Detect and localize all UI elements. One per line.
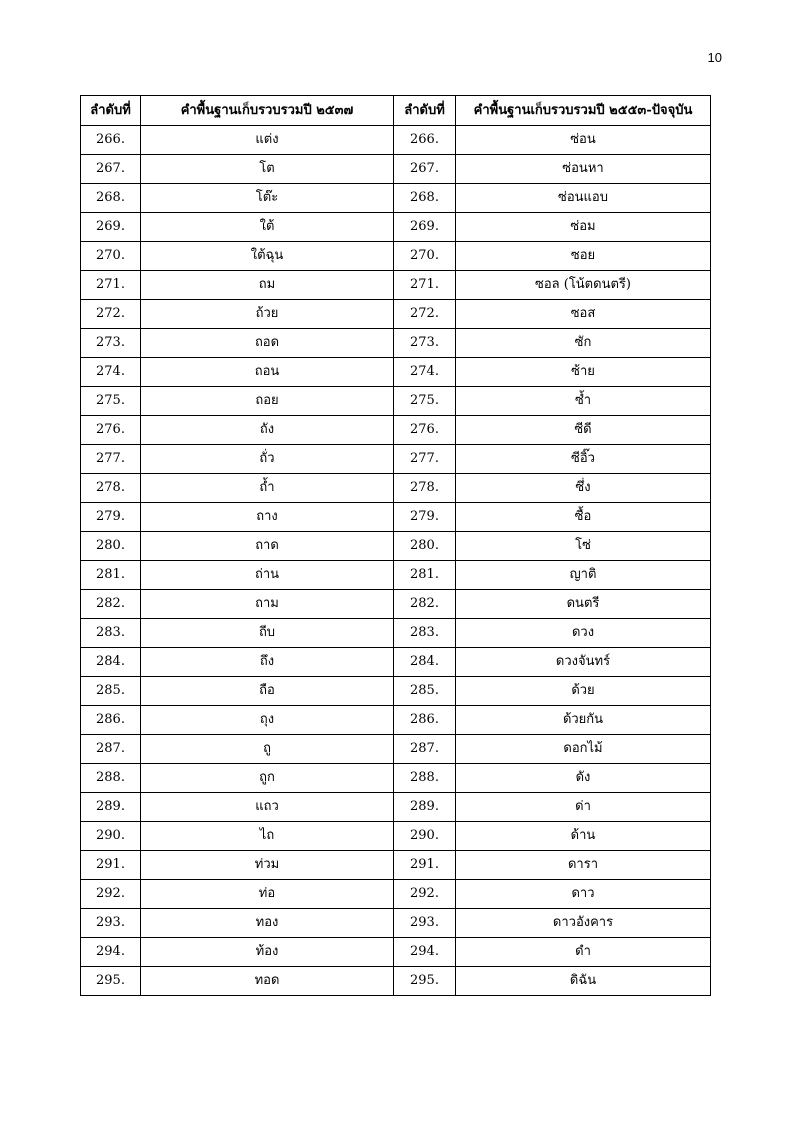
order-1-cell: 273. — [81, 329, 141, 358]
table-row — [81, 155, 711, 184]
table-row — [81, 445, 711, 474]
word-2537-cell: ถ่าน — [141, 561, 394, 590]
order-1-cell: 282. — [81, 590, 141, 619]
order-1-cell: 289. — [81, 793, 141, 822]
table-row — [81, 126, 711, 155]
table-row — [81, 735, 711, 764]
order-2-cell: 289. — [394, 793, 456, 822]
table-row — [81, 909, 711, 938]
order-1-cell: 281. — [81, 561, 141, 590]
order-1-cell: 274. — [81, 358, 141, 387]
order-1-cell: 275. — [81, 387, 141, 416]
word-2537-cell: ถม — [141, 271, 394, 300]
word-2537-cell: ถุง — [141, 706, 394, 735]
word-2553-cell: ดวง — [456, 619, 711, 648]
table-row — [81, 213, 711, 242]
header-order-2: ลำดับที่ — [394, 96, 456, 126]
order-2-cell: 292. — [394, 880, 456, 909]
order-1-cell: 286. — [81, 706, 141, 735]
order-2-cell: 293. — [394, 909, 456, 938]
word-2537-cell: ถึง — [141, 648, 394, 677]
table-row — [81, 967, 711, 996]
table-row — [81, 503, 711, 532]
order-2-cell: 291. — [394, 851, 456, 880]
word-2553-cell: ซ้ำ — [456, 387, 711, 416]
table-row — [81, 938, 711, 967]
word-2537-cell: ถือ — [141, 677, 394, 706]
order-2-cell: 277. — [394, 445, 456, 474]
header-words-2553: คำพื้นฐานเก็บรวบรวมปี ๒๕๕๓-ปัจจุบัน — [456, 96, 711, 126]
header-order-1: ลำดับที่ — [81, 96, 141, 126]
order-1-cell: 271. — [81, 271, 141, 300]
word-2537-cell: ถ้วย — [141, 300, 394, 329]
word-2537-cell: ท่อ — [141, 880, 394, 909]
table-row — [81, 474, 711, 503]
header-row — [81, 96, 711, 126]
word-2553-cell: ดาว — [456, 880, 711, 909]
order-2-cell: 281. — [394, 561, 456, 590]
word-2553-cell: ซัก — [456, 329, 711, 358]
table-row — [81, 880, 711, 909]
word-2537-cell: ถู — [141, 735, 394, 764]
word-2537-cell: ท้อง — [141, 938, 394, 967]
table-row — [81, 648, 711, 677]
order-2-cell: 285. — [394, 677, 456, 706]
order-1-cell: 279. — [81, 503, 141, 532]
word-2537-cell: ถาด — [141, 532, 394, 561]
table-row — [81, 184, 711, 213]
word-2553-cell: ดิฉัน — [456, 967, 711, 996]
order-1-cell: 285. — [81, 677, 141, 706]
table-row — [81, 764, 711, 793]
table-row — [81, 851, 711, 880]
word-2553-cell: ซอย — [456, 242, 711, 271]
table-row — [81, 532, 711, 561]
table-row — [81, 822, 711, 851]
word-2537-cell: ไถ — [141, 822, 394, 851]
order-2-cell: 282. — [394, 590, 456, 619]
word-2537-cell: ท่วม — [141, 851, 394, 880]
word-2537-cell: ถั่ว — [141, 445, 394, 474]
word-2537-cell: ถอน — [141, 358, 394, 387]
word-2553-cell: ดาวอังคาร — [456, 909, 711, 938]
order-2-cell: 279. — [394, 503, 456, 532]
word-2553-cell: ดอกไม้ — [456, 735, 711, 764]
order-2-cell: 269. — [394, 213, 456, 242]
word-2553-cell: ซอส — [456, 300, 711, 329]
word-2553-cell: ญาติ — [456, 561, 711, 590]
word-2553-cell: ซื้อ — [456, 503, 711, 532]
word-2537-cell: ใต้ — [141, 213, 394, 242]
word-2537-cell: ถอด — [141, 329, 394, 358]
word-2553-cell: ดำ — [456, 938, 711, 967]
order-2-cell: 280. — [394, 532, 456, 561]
order-1-cell: 267. — [81, 155, 141, 184]
order-2-cell: 287. — [394, 735, 456, 764]
word-table — [80, 95, 711, 996]
order-2-cell: 284. — [394, 648, 456, 677]
order-1-cell: 291. — [81, 851, 141, 880]
order-1-cell: 288. — [81, 764, 141, 793]
word-2553-cell: โซ่ — [456, 532, 711, 561]
order-1-cell: 290. — [81, 822, 141, 851]
order-2-cell: 288. — [394, 764, 456, 793]
order-1-cell: 270. — [81, 242, 141, 271]
table-row — [81, 677, 711, 706]
table-row — [81, 561, 711, 590]
word-2537-cell: แถว — [141, 793, 394, 822]
word-2553-cell: ซ้าย — [456, 358, 711, 387]
order-1-cell: 266. — [81, 126, 141, 155]
page-number: 10 — [707, 50, 722, 65]
table-header — [81, 96, 711, 126]
order-2-cell: 278. — [394, 474, 456, 503]
order-1-cell: 280. — [81, 532, 141, 561]
word-2553-cell: ด้วย — [456, 677, 711, 706]
table-row — [81, 300, 711, 329]
word-2553-cell: ซีดี — [456, 416, 711, 445]
word-2537-cell: ถาม — [141, 590, 394, 619]
order-2-cell: 276. — [394, 416, 456, 445]
table-body — [81, 126, 711, 996]
order-2-cell: 272. — [394, 300, 456, 329]
order-2-cell: 273. — [394, 329, 456, 358]
table-row — [81, 416, 711, 445]
order-1-cell: 278. — [81, 474, 141, 503]
word-2553-cell: ดวงจันทร์ — [456, 648, 711, 677]
order-1-cell: 272. — [81, 300, 141, 329]
word-2553-cell: ดารา — [456, 851, 711, 880]
order-1-cell: 294. — [81, 938, 141, 967]
word-2537-cell: ถูก — [141, 764, 394, 793]
order-2-cell: 270. — [394, 242, 456, 271]
order-2-cell: 266. — [394, 126, 456, 155]
word-2553-cell: ซอล (โน้ตดนตรี) — [456, 271, 711, 300]
order-2-cell: 295. — [394, 967, 456, 996]
word-2553-cell: ด้าน — [456, 822, 711, 851]
word-2537-cell: ถัง — [141, 416, 394, 445]
order-2-cell: 294. — [394, 938, 456, 967]
table-row — [81, 358, 711, 387]
order-2-cell: 268. — [394, 184, 456, 213]
word-2537-cell: ถีบ — [141, 619, 394, 648]
order-1-cell: 283. — [81, 619, 141, 648]
table-row — [81, 793, 711, 822]
word-2537-cell: ถ้ำ — [141, 474, 394, 503]
order-2-cell: 274. — [394, 358, 456, 387]
order-1-cell: 277. — [81, 445, 141, 474]
word-2553-cell: ดนตรี — [456, 590, 711, 619]
order-1-cell: 295. — [81, 967, 141, 996]
table-row — [81, 329, 711, 358]
order-2-cell: 290. — [394, 822, 456, 851]
order-2-cell: 283. — [394, 619, 456, 648]
word-2553-cell: ซ่อนแอบ — [456, 184, 711, 213]
table-row — [81, 706, 711, 735]
word-2553-cell: ดัง — [456, 764, 711, 793]
word-2537-cell: แต่ง — [141, 126, 394, 155]
word-2553-cell: ซ่อม — [456, 213, 711, 242]
word-2553-cell: ด้วยกัน — [456, 706, 711, 735]
order-1-cell: 269. — [81, 213, 141, 242]
table-row — [81, 619, 711, 648]
order-1-cell: 293. — [81, 909, 141, 938]
order-2-cell: 286. — [394, 706, 456, 735]
word-2553-cell: ซีอิ๊ว — [456, 445, 711, 474]
word-2537-cell: ทอง — [141, 909, 394, 938]
order-1-cell: 284. — [81, 648, 141, 677]
word-2553-cell: ซ่อน — [456, 126, 711, 155]
order-1-cell: 292. — [81, 880, 141, 909]
word-2553-cell: ซึ่ง — [456, 474, 711, 503]
word-2537-cell: ทอด — [141, 967, 394, 996]
order-1-cell: 287. — [81, 735, 141, 764]
order-2-cell: 275. — [394, 387, 456, 416]
order-1-cell: 276. — [81, 416, 141, 445]
table-row — [81, 387, 711, 416]
table-row — [81, 271, 711, 300]
word-2537-cell: โต๊ะ — [141, 184, 394, 213]
word-2537-cell: โต — [141, 155, 394, 184]
word-2537-cell: ถาง — [141, 503, 394, 532]
word-2553-cell: ด่า — [456, 793, 711, 822]
table-row — [81, 242, 711, 271]
word-2537-cell: ใต้ฉุน — [141, 242, 394, 271]
header-words-2537: คำพื้นฐานเก็บรวบรวมปี ๒๕๓๗ — [141, 96, 394, 126]
table-row — [81, 590, 711, 619]
order-2-cell: 271. — [394, 271, 456, 300]
order-2-cell: 267. — [394, 155, 456, 184]
word-2537-cell: ถอย — [141, 387, 394, 416]
order-1-cell: 268. — [81, 184, 141, 213]
word-2553-cell: ซ่อนหา — [456, 155, 711, 184]
